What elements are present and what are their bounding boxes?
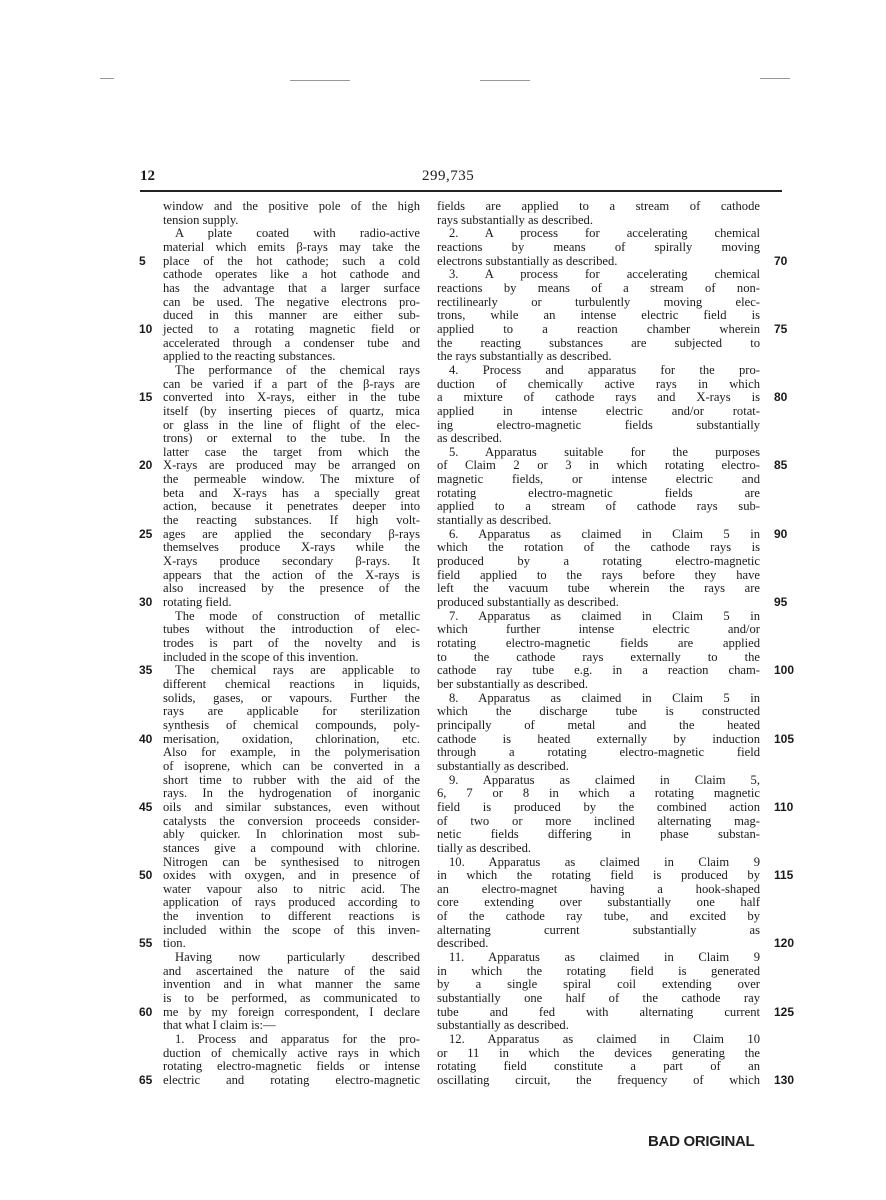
line-text: substantially one half of the cathode ray	[437, 991, 760, 1006]
line-text: tubes without the introduction of elec-	[163, 622, 420, 637]
text-line	[163, 719, 420, 733]
line-text: left the vacuum tube wherein the rays are	[437, 581, 760, 596]
line-text: applied in intense electric and/or rotat-	[437, 403, 760, 418]
line-text: is to be performed, as communicated to	[163, 991, 420, 1006]
line-number: 40	[139, 731, 153, 746]
text-line	[437, 390, 788, 405]
line-text: itself (by inserting pieces of quartz, mica	[163, 403, 420, 418]
line-text: to the cathode rays externally to the	[437, 649, 760, 664]
text-line	[437, 1019, 760, 1033]
line-number: 15	[139, 390, 153, 405]
line-text: tially as described.	[437, 840, 532, 855]
line-text: 10. Apparatus as claimed in Claim 9	[449, 854, 760, 869]
line-text: rays. In the hydrogenation of inorganic	[163, 786, 420, 801]
text-line	[163, 569, 420, 583]
line-text: also increased by the presence of the	[163, 581, 420, 596]
text-line	[437, 500, 760, 514]
line-text: and ascertained the nature of the said	[163, 963, 420, 978]
line-text: 3. A process for accelerating chemical	[449, 267, 760, 282]
line-number: 55	[139, 936, 153, 951]
right-text-column	[437, 199, 795, 1088]
bad-original-stamp: BAD ORIGINAL	[648, 1133, 755, 1150]
text-line	[437, 978, 760, 992]
text-line	[163, 705, 420, 719]
text-line	[437, 268, 760, 282]
text-line	[139, 868, 420, 883]
line-number: 85	[774, 458, 788, 473]
line-text: 5. Apparatus suitable for the purposes	[449, 444, 760, 459]
line-text: through a rotating electro-magnetic field	[437, 745, 760, 760]
text-line	[437, 473, 760, 487]
text-line	[163, 978, 420, 992]
text-line	[163, 350, 420, 364]
text-line	[163, 446, 420, 460]
text-line	[163, 405, 420, 419]
line-text: application of rays produced according to	[163, 895, 420, 910]
line-text: oils and similar substances, even without	[163, 799, 420, 814]
text-line	[437, 746, 760, 760]
line-text: The mode of construction of metallic	[175, 608, 420, 623]
text-line	[437, 828, 760, 842]
line-text: principally of metal and the heated	[437, 717, 760, 732]
line-text: X-rays produce secondary β-rays. It	[163, 554, 420, 569]
line-text: electrons substantially as described.	[437, 253, 618, 268]
line-number: 90	[774, 526, 788, 541]
line-text: The performance of the chemical rays	[175, 362, 420, 377]
line-text: that what I claim is:—	[163, 1018, 276, 1033]
text-line	[139, 253, 420, 269]
line-text: cathode is heated externally by induction	[437, 731, 760, 746]
line-text: or glass in the line of flight of the elec-	[163, 417, 420, 432]
line-text: trodes is part of the novelty and is	[163, 636, 420, 650]
line-text: of isoprene, which can be converted in a	[163, 758, 420, 773]
text-line	[437, 337, 760, 351]
text-line	[437, 227, 760, 241]
text-line	[437, 719, 760, 733]
text-line	[437, 663, 795, 678]
text-line	[437, 200, 760, 214]
line-text: duction of chemically active rays in which	[163, 1045, 420, 1060]
line-number: 20	[139, 458, 153, 473]
line-text: ing electro-magnetic fields substantially	[437, 417, 760, 432]
text-line	[163, 965, 420, 979]
text-line	[437, 569, 760, 583]
line-text: accelerated through a condenser tube and	[163, 335, 420, 350]
text-line	[437, 350, 760, 364]
line-text: 8. Apparatus as claimed in Claim 5 in	[449, 690, 760, 705]
line-text: latter case the target from which the	[163, 444, 420, 459]
text-line	[163, 1019, 420, 1033]
line-text: tion.	[163, 936, 186, 951]
line-text: stantially as described.	[437, 513, 552, 528]
text-line	[437, 446, 760, 460]
text-line	[437, 487, 760, 501]
text-line	[163, 1060, 420, 1074]
scan-artifact	[100, 78, 114, 79]
line-text: action, because it penetrates deeper into	[163, 499, 420, 514]
text-line	[163, 774, 420, 788]
line-text: synthesis of chemical compounds, poly-	[163, 717, 420, 732]
line-text: place of the hot cathode; such a cold	[163, 253, 420, 268]
text-line	[437, 582, 760, 596]
text-line	[163, 896, 420, 910]
line-text: applied to the reacting substances.	[163, 349, 336, 364]
text-line	[437, 214, 760, 228]
line-text: can be varied if a part of the β-rays are	[163, 376, 420, 391]
text-line	[437, 896, 760, 910]
line-text: ably quicker. In chlorination most sub-	[163, 827, 420, 842]
line-text: of Claim 2 or 3 in which rotating electro-	[437, 458, 760, 473]
line-text: field applied to the rays before they have	[437, 567, 760, 582]
text-line	[163, 623, 420, 637]
line-text: different chemical reactions in liquids,	[163, 676, 420, 691]
line-text: Nitrogen can be synthesised to nitrogen	[163, 854, 420, 869]
text-line	[163, 487, 420, 501]
line-text: cathode operates like a hot cathode and	[163, 267, 420, 282]
line-text: 9. Apparatus as claimed in Claim 5,	[449, 772, 760, 787]
line-text: which further intense electric and/or	[437, 622, 760, 637]
line-text: rays are applicable for sterilization	[163, 704, 420, 719]
text-line	[163, 227, 420, 241]
text-line	[437, 705, 760, 719]
line-text: rotating electro-magnetic fields or intense	[163, 1059, 420, 1074]
line-text: included within the scope of this inven-	[163, 922, 420, 937]
line-text: converted into X-rays, either in the tube	[163, 390, 420, 405]
text-line	[139, 458, 420, 473]
line-number: 100	[774, 663, 795, 678]
text-line	[139, 321, 420, 337]
text-line	[163, 364, 420, 378]
line-text: rays substantially as described.	[437, 212, 593, 227]
line-text: netic fields differing in phase substan-	[437, 827, 760, 842]
text-line	[437, 405, 760, 419]
line-text: magnetic fields, or intense electric and	[437, 472, 760, 487]
text-line	[163, 541, 420, 555]
text-line	[163, 555, 420, 569]
text-line	[163, 951, 420, 965]
text-line	[437, 555, 760, 569]
line-text: produced substantially as described.	[437, 595, 619, 610]
line-text: beta and X-rays has a specially great	[163, 485, 420, 500]
text-line	[437, 992, 760, 1006]
text-line	[139, 731, 420, 747]
text-line	[163, 214, 420, 228]
text-line	[139, 1004, 420, 1020]
line-number: 110	[774, 799, 794, 814]
text-line	[163, 924, 420, 938]
text-line	[163, 582, 420, 596]
line-text: appears that the action of the X-rays is	[163, 567, 420, 582]
text-line	[163, 992, 420, 1006]
left-text-column	[139, 199, 420, 1088]
text-line	[437, 1060, 760, 1074]
line-text: or 11 in which the devices generating the	[437, 1045, 760, 1060]
text-line	[437, 760, 760, 774]
line-text: ages are applied the secondary β-rays	[163, 526, 420, 541]
text-line	[437, 458, 788, 473]
line-text: applied to a reaction chamber wherein	[437, 321, 760, 336]
text-line	[139, 390, 420, 405]
line-text: the invention to different reactions is	[163, 909, 420, 924]
line-text: 11. Apparatus as claimed in Claim 9	[449, 950, 760, 965]
line-text: tension supply.	[163, 212, 239, 227]
line-text: oxides with oxygen, and in presence of	[163, 868, 420, 883]
line-text: rotating field constitute a part of an	[437, 1059, 760, 1074]
text-line	[437, 951, 760, 965]
text-line	[163, 500, 420, 514]
text-line	[139, 936, 420, 951]
text-line	[163, 678, 420, 692]
line-text: Having now particularly described	[175, 950, 420, 965]
text-line	[163, 637, 420, 651]
line-text: ber substantially as described.	[437, 676, 589, 691]
line-number: 115	[774, 868, 794, 883]
text-line	[437, 965, 760, 979]
line-text: catalysts the conversion proceeds consider-	[163, 813, 420, 828]
header-rule	[140, 190, 782, 192]
line-text: in which the rotating field is generated	[437, 963, 760, 978]
text-line	[163, 910, 420, 924]
line-text: 7. Apparatus as claimed in Claim 5 in	[449, 608, 760, 623]
text-line	[437, 936, 795, 951]
line-text: themselves produce X-rays while the	[163, 540, 420, 555]
line-number: 25	[139, 526, 153, 541]
line-text: electric and rotating electro-magnetic	[163, 1073, 420, 1087]
line-number: 5	[139, 253, 146, 268]
line-number: 10	[139, 321, 153, 336]
line-number: 30	[139, 595, 153, 610]
line-text: reactions by means of a stream of non-	[437, 280, 760, 295]
line-number: 75	[774, 321, 788, 336]
line-text: the reacting substances are subjected to	[437, 335, 760, 350]
text-line	[437, 595, 788, 610]
line-text: reactions by means of spirally moving	[437, 239, 760, 254]
text-line	[163, 883, 420, 897]
text-line	[163, 241, 420, 255]
line-text: cathode ray tube e.g. in a reaction cham-	[437, 663, 760, 678]
line-text: field is produced by the combined action	[437, 799, 760, 814]
line-number: 125	[774, 1004, 795, 1019]
line-text: core extending over substantially one half	[437, 895, 760, 910]
line-text: me by my foreign correspondent, I declare	[163, 1004, 420, 1019]
line-text: short time to rubber with the aid of the	[163, 772, 420, 787]
text-line	[437, 432, 760, 446]
line-text: in which the rotating field is produced by	[437, 868, 760, 883]
line-text: the rays substantially as described.	[437, 349, 612, 364]
text-line	[163, 1047, 420, 1061]
text-line	[437, 623, 760, 637]
text-line	[437, 541, 760, 555]
line-text: material which emits β-rays may take the	[163, 239, 420, 254]
text-line	[139, 1073, 420, 1088]
line-text: described.	[437, 936, 489, 951]
line-number: 70	[774, 253, 788, 268]
text-line	[163, 651, 420, 665]
text-line	[163, 473, 420, 487]
text-line	[163, 337, 420, 351]
line-number: 65	[139, 1073, 153, 1087]
line-number: 60	[139, 1004, 153, 1019]
line-number: 35	[139, 663, 153, 678]
line-text: included in the scope of this invention.	[163, 649, 359, 664]
line-text: a mixture of cathode rays and X-rays is	[437, 390, 760, 405]
text-line	[163, 378, 420, 392]
text-line	[437, 637, 760, 651]
line-text: duced in this manner are either sub-	[163, 308, 420, 323]
line-text: stances give a compound with chlorine.	[163, 840, 420, 855]
text-line	[163, 787, 420, 801]
line-text: produced by a rotating electro-magnetic	[437, 554, 760, 569]
text-line	[437, 774, 760, 788]
scan-artifact	[480, 80, 530, 81]
line-text: trons, while an intense electric field is	[437, 308, 760, 323]
text-line	[437, 321, 788, 337]
line-text: water vapour also to nitric acid. The	[163, 881, 420, 896]
line-text: rectilinearly or turbulently moving elec-	[437, 294, 760, 309]
line-text: solids, gases, or vapours. Further the	[163, 690, 420, 705]
line-text: rotating electro-magnetic fields are applied	[437, 636, 760, 650]
text-line	[437, 787, 760, 801]
text-line	[163, 1033, 420, 1047]
text-line	[437, 1004, 795, 1020]
line-text: rotating electro-magnetic fields are	[437, 485, 760, 500]
text-line	[139, 799, 420, 815]
line-text: tube and fed with alternating current	[437, 1004, 760, 1019]
text-line	[437, 651, 760, 665]
text-line	[437, 282, 760, 296]
line-text: an electro-magnet having a hook-shaped	[437, 881, 760, 896]
text-line	[437, 364, 760, 378]
line-text: 4. Process and apparatus for the pro-	[449, 362, 760, 377]
text-line	[163, 842, 420, 856]
line-text: as described.	[437, 431, 503, 446]
line-number: 120	[774, 936, 795, 951]
text-line	[437, 1073, 795, 1088]
line-text: A plate coated with radio-active	[175, 226, 420, 241]
line-text: Also for example, in the polymerisation	[163, 745, 420, 760]
text-line	[437, 731, 795, 747]
text-line	[163, 419, 420, 433]
line-text: duction of chemically active rays in which	[437, 376, 760, 391]
text-line	[163, 514, 420, 528]
line-text: invention and in what manner the same	[163, 977, 420, 992]
text-line	[163, 282, 420, 296]
text-line	[437, 692, 760, 706]
text-line	[163, 309, 420, 323]
line-number: 45	[139, 799, 153, 814]
line-text: jected to a rotating magnetic field or	[163, 321, 420, 336]
text-line	[163, 296, 420, 310]
text-line	[163, 432, 420, 446]
text-line	[163, 692, 420, 706]
text-line	[437, 296, 760, 310]
text-line	[437, 253, 788, 269]
line-text: substantially as described.	[437, 758, 569, 773]
text-line	[437, 1047, 760, 1061]
text-line	[163, 815, 420, 829]
line-text: 2. A process for accelerating chemical	[449, 226, 760, 241]
line-text: the permeable window. The mixture of	[163, 472, 420, 487]
text-line	[437, 419, 760, 433]
line-number: 95	[774, 595, 788, 610]
line-text: fields are applied to a stream of cathode	[437, 199, 760, 213]
text-line	[163, 610, 420, 624]
scan-artifact	[760, 78, 790, 79]
text-line	[437, 378, 760, 392]
text-line	[139, 595, 420, 610]
text-line	[163, 268, 420, 282]
text-line	[437, 309, 760, 323]
scan-artifact	[290, 80, 350, 81]
line-text: which the discharge tube is constructed	[437, 704, 760, 719]
line-text: rotating field.	[163, 595, 232, 610]
text-line	[437, 526, 788, 542]
line-text: 6, 7 or 8 in which a rotating magnetic	[437, 786, 760, 801]
text-line	[163, 746, 420, 760]
line-number: 105	[774, 731, 795, 746]
text-line	[437, 842, 760, 856]
line-text: has the advantage that a larger surface	[163, 280, 420, 295]
text-line	[139, 526, 420, 542]
line-text: 12. Apparatus as claimed in Claim 10	[449, 1032, 760, 1047]
text-line	[437, 883, 760, 897]
line-number: 50	[139, 868, 153, 883]
text-line	[163, 856, 420, 870]
line-text: of the cathode ray tube, and excited by	[437, 909, 760, 924]
text-line	[437, 799, 794, 815]
text-line	[437, 910, 760, 924]
line-number: 80	[774, 390, 788, 405]
line-text: the reacting substances. If high volt-	[163, 513, 420, 528]
text-line	[437, 815, 760, 829]
text-line	[437, 868, 794, 883]
patent-number: 299,735	[422, 168, 475, 184]
text-line	[437, 678, 760, 692]
text-line	[163, 828, 420, 842]
line-text: of two or more inclined alternating mag-	[437, 813, 760, 828]
text-line	[437, 241, 760, 255]
line-number: 130	[774, 1073, 795, 1087]
line-text: X-rays are produced may be arranged on	[163, 458, 420, 473]
line-text: window and the positive pole of the high	[163, 199, 420, 213]
line-text: oscillating circuit, the frequency of which	[437, 1073, 760, 1087]
text-line	[139, 663, 420, 678]
line-text: 1. Process and apparatus for the pro-	[175, 1032, 420, 1047]
line-text: can be used. The negative electrons pro-	[163, 294, 420, 309]
line-text: applied to a stream of cathode rays sub-	[437, 499, 760, 514]
line-text: trons) or external to the tube. In the	[163, 431, 420, 446]
line-text: 6. Apparatus as claimed in Claim 5 in	[449, 526, 760, 541]
line-text: merisation, oxidation, chlorination, etc.	[163, 731, 420, 746]
page-number: 12	[140, 168, 155, 184]
text-line	[437, 924, 760, 938]
line-text: which the rotation of the cathode rays is	[437, 540, 760, 555]
text-line	[437, 514, 760, 528]
text-line	[163, 760, 420, 774]
text-line	[437, 610, 760, 624]
text-line	[437, 1033, 760, 1047]
line-text: substantially as described.	[437, 1018, 569, 1033]
line-text: alternating current substantially as	[437, 922, 760, 937]
text-line	[163, 200, 420, 214]
line-text: The chemical rays are applicable to	[175, 663, 420, 678]
text-line	[437, 856, 760, 870]
line-text: by a single spiral coil extending over	[437, 977, 760, 992]
